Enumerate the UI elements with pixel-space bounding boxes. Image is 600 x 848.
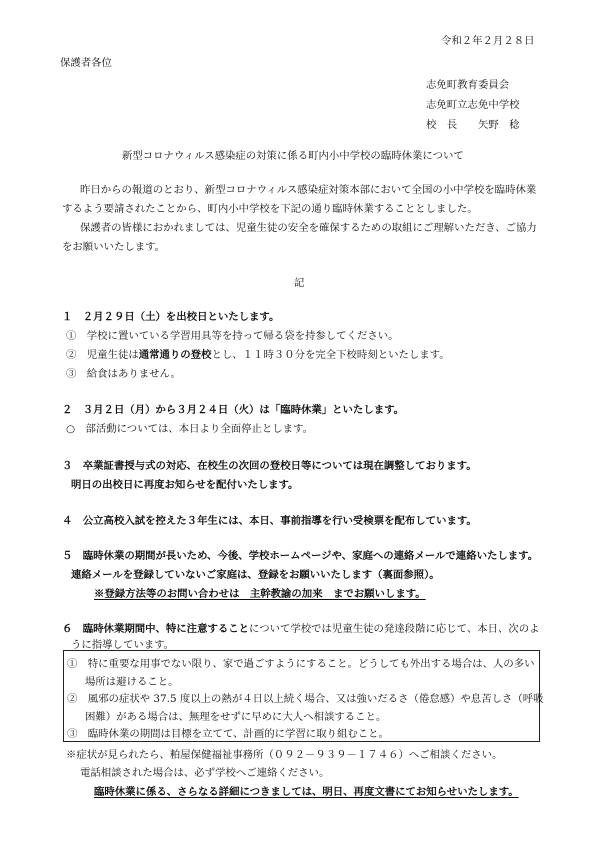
- recipient: 保護者各位: [60, 57, 112, 69]
- item-2-heading: ２ ３月２日（月）から３月２４日（火）は「臨時休業」といたします。: [62, 404, 405, 416]
- item-1-sub-2-post: とし、１１時３０分を完全下校時刻といたします。: [211, 349, 450, 361]
- guidance-3-line-1: ③ 臨時休業の期間は目標を立てて、計画的に学習に取り組むこと。: [67, 728, 389, 740]
- item-5-line-2: 連絡メールを登録していないご家庭は、登録をお願いいたします（裏面参照）。: [71, 569, 440, 581]
- item-5-line-3: ※登録方法等のお問い合わせは 主幹教諭の加来 までお願いします。: [94, 588, 426, 600]
- footer-note-1: ※症状が見られたら、粕屋保健福祉事務所（０９２－９３９－１７４６）へご相談ください。: [66, 749, 503, 761]
- item-6-line-1-bold: ６ 臨時休業期間中、特に注意すること: [62, 623, 250, 635]
- item-4-line-1: ４ 公立高校入試を控えた３年生には、本日、事前指導を行い受検票を配布しています。: [62, 515, 477, 527]
- intro-paragraph-2-line-1: 保護者の皆様におかれましては、児童生徒の安全を確保するための取組にご理解いただき、ご協力: [80, 222, 537, 234]
- item-6-line-1-rest: について学校では児童生徒の発達段階に応じて、本日、次のよ: [249, 623, 540, 635]
- guidance-1-line-1: ① 特に重要な用事でない限り、家で過ごすようにすること。どうしても外出する場合は、人の多い: [67, 658, 535, 670]
- item-1-sub-2-bold: 通常通りの登校: [138, 349, 212, 361]
- sender-school: 志免町立志免中学校: [426, 99, 520, 111]
- intro-paragraph-1-line-1: 昨日からの報道のとおり、新型コロナウィルス感染症対策本部において全国の小中学校を臨時休業: [80, 184, 537, 196]
- item-3-line-1: ３ 卒業証書授与式の対応、在校生の次回の登校日等については現在調整しております。: [62, 460, 477, 472]
- item-3-line-2: 明日の出校日に再度お知らせを配付いたします。: [71, 479, 299, 491]
- item-6-line-1: [62, 623, 540, 635]
- item-5-line-1: ５ 臨時休業の期間が長いため、今後、学校ホームページや、家庭への連絡メールで連絡いたします。: [62, 550, 539, 562]
- document-date: 令和２年２月２８日: [441, 35, 535, 47]
- document-title: 新型コロナウィルス感染症の対策に係る町内小中学校の臨時休業について: [122, 150, 464, 162]
- item-1-sub-2-pre: ② 児童生徒は: [66, 349, 139, 361]
- guidance-1-line-2: 場所は避けること。: [85, 676, 179, 688]
- sender-board: 志免町教育委員会: [426, 79, 510, 91]
- item-1-heading: １ ２月２９日（土）を出校日といたします。: [62, 311, 280, 323]
- item-1-sub-2: [66, 349, 450, 361]
- guidance-2-line-2: 困難）がある場合は、無理をせずに早めに大人へ相談すること。: [85, 711, 387, 723]
- footer-note-2: 電話相談された場合は、必ず学校へご連絡ください。: [80, 767, 330, 779]
- footer-final-notice: 臨時休業に係る、さらなる詳細につきましては、明日、再度文書にてお知らせいたします。: [94, 786, 519, 798]
- item-1-sub-1: ① 学校に置いている学習用具等を持って帰る袋を持参してください。: [66, 330, 399, 342]
- sender-principal: 校 長 矢野 稔: [426, 119, 520, 131]
- intro-paragraph-1-line-2: するよう要請されたことから、町内小中学校を下記の通り臨時休業することとしました。: [62, 203, 478, 215]
- item-6-line-2: うに指導しています。: [71, 639, 175, 651]
- guidance-2-line-1: ② 風邪の症状や 37.5 度以上の熱が４日以上続く場合、又は強いだるさ（倦怠感）や息苦しさ（呼吸: [67, 693, 544, 705]
- item-2-sub-1: ○ 部活動については、本日より全面停止とします。: [66, 423, 314, 435]
- intro-paragraph-2-line-2: をお願いいたします。: [62, 241, 166, 253]
- item-1-sub-3: ③ 給食はありません。: [66, 368, 181, 380]
- ki-heading: 記: [294, 277, 305, 289]
